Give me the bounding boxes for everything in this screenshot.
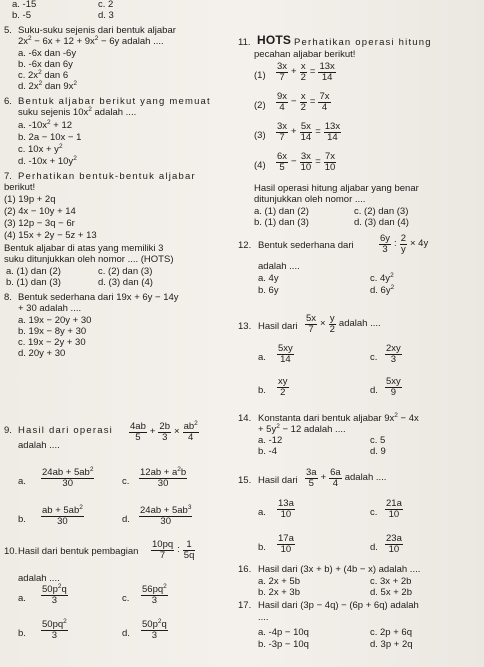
q5-d: d. $2x^2$ dan $9x^2$	[18, 80, 78, 92]
q14-b: b. -4	[258, 446, 278, 457]
numerator: 7x	[325, 151, 336, 162]
denominator: 30	[157, 477, 169, 489]
numerator: $50pq^2$	[42, 618, 67, 630]
q9-c: c.	[122, 476, 130, 487]
operator: ×	[320, 318, 326, 329]
q7-c: c. (2) dan (3)	[98, 266, 153, 277]
fraction	[300, 122, 313, 143]
q7-i1: (1) 19p + 2q	[4, 194, 56, 205]
q9-opt-c	[138, 468, 188, 489]
numerator: ab + $5ab^2$	[42, 504, 83, 516]
fraction	[277, 377, 289, 398]
q11-l2: pecahan aljabar berikut!	[254, 49, 356, 60]
operator: :	[177, 544, 180, 555]
denominator: 10	[388, 508, 400, 520]
numerator: 21a	[386, 498, 402, 509]
q11-c: c. (2) dan (3)	[354, 206, 409, 217]
q11-f2	[275, 92, 332, 113]
numerator: 7x	[319, 91, 330, 102]
q11-hots: HOTS	[257, 33, 292, 47]
q5-c: c. $2x^2$ dan 6	[18, 69, 69, 81]
q8-c: c. 19x − 2y + 30	[18, 337, 86, 348]
q14-a: a. -12	[258, 435, 283, 446]
fraction	[276, 122, 288, 143]
q11-l4: ditunjukkan oleh nomor ....	[254, 194, 366, 205]
q14-num: 14.	[238, 413, 252, 424]
denominator: 3	[151, 594, 158, 606]
fraction	[324, 152, 337, 173]
fraction	[41, 620, 68, 641]
numerator: 2b	[159, 421, 170, 432]
numerator: x	[300, 91, 306, 102]
numerator: 6y	[380, 233, 391, 244]
denominator: 5	[135, 431, 141, 443]
operator: =	[315, 156, 321, 167]
q16-c: c. 3x + 2b	[370, 576, 412, 587]
fraction	[276, 92, 288, 113]
q5-l1: Suku-suku sejenis dari bentuk aljabar	[18, 25, 176, 36]
numerator: 5xy	[278, 343, 293, 354]
numerator: 23a	[386, 533, 402, 544]
q14-l2: + $5y^2 - 12$ adalah ....	[258, 423, 346, 435]
q6-d: d. $-10x + 10y^2$	[18, 155, 77, 167]
operator: =	[309, 66, 316, 77]
q16-a: a. 2x + 5b	[258, 576, 300, 587]
q9-expr	[128, 422, 200, 443]
q8-l1: Bentuk sederhana dari 19x + 6y − 14y	[18, 292, 179, 303]
q15-num: 15.	[238, 475, 252, 486]
denominator: 4	[188, 431, 194, 443]
q6-num: 6.	[4, 96, 12, 107]
q7-l3: Bentuk aljabar di atas yang memiliki 3	[4, 243, 164, 254]
denominator: 30	[160, 515, 171, 527]
q6-c: c. $10x + y^2$	[18, 143, 63, 155]
numerator: 3x	[300, 151, 311, 162]
q7-b: b. (1) dan (3)	[6, 277, 61, 288]
denominator: 14	[300, 131, 312, 143]
q11-f3	[275, 122, 342, 143]
fraction	[139, 506, 192, 527]
denominator: 10	[388, 543, 400, 555]
numerator: $50p^2q$	[42, 583, 67, 595]
q10-opt-a	[40, 585, 69, 606]
denominator: 5	[279, 161, 285, 173]
q7-i2: (2) 4x − 10y + 14	[4, 206, 76, 217]
fraction	[324, 122, 341, 143]
numerator: x	[300, 61, 306, 72]
operator: −	[291, 96, 297, 107]
q7-l4: suku ditunjukkan oleh nomor .... (HOTS)	[4, 254, 174, 265]
operator: adalah ....	[344, 472, 387, 483]
denominator: 3	[51, 629, 58, 641]
q5-l2: $2x^2 - 6x + 12 + 9x^2 - 6y$ adalah ....	[18, 35, 164, 47]
numerator: 10pq	[152, 539, 174, 550]
q6-l2: suku sejenis $10x^2$ adalah ....	[18, 106, 137, 118]
numerator: 9x	[277, 91, 288, 102]
numerator: $ab^2$	[183, 420, 198, 432]
denominator: 10	[324, 161, 336, 173]
q9-opt-a	[40, 468, 95, 489]
q10-opt-d	[140, 620, 169, 641]
q10-opt-b	[40, 620, 69, 641]
fraction	[305, 468, 318, 489]
q17-a: a. -4p − 10q	[258, 627, 309, 638]
fraction	[276, 152, 288, 173]
q12-expr	[378, 234, 430, 255]
fraction	[277, 344, 294, 365]
fraction	[277, 499, 295, 520]
q7-d: d. (3) dan (4)	[98, 277, 153, 288]
operator: × 4y	[409, 238, 429, 249]
q11-l1: Perhatikan operasi hitung	[294, 37, 432, 48]
fraction	[329, 314, 336, 335]
q14-l1: Konstanta dari bentuk aljabar $9x^2 - 4x$	[258, 412, 419, 424]
q17-b: b. -3p − 10q	[258, 639, 309, 650]
q15-opt-c	[384, 499, 404, 520]
q9-a: a.	[18, 476, 26, 487]
q10-a: a.	[18, 593, 26, 604]
numerator: 3x	[277, 61, 288, 72]
denominator: 2	[280, 386, 286, 398]
numerator: 3a	[306, 467, 317, 478]
operator: :	[394, 238, 397, 249]
q8-l2: + 30 adalah ....	[18, 303, 82, 314]
q13-b: b.	[258, 385, 266, 396]
numerator: $24ab + 5ab^2$	[42, 466, 94, 478]
operator: +	[320, 472, 327, 483]
q17-l1: Hasil dari (3p − 4q) − (6p + 6q) adalah	[258, 600, 419, 611]
numerator: 13x	[319, 61, 335, 72]
q8-a: a. 19x − 20y + 30	[18, 315, 92, 326]
q11-num: 11.	[238, 37, 251, 48]
q9-l2: adalah ....	[18, 440, 60, 451]
fraction	[41, 585, 68, 606]
fraction	[141, 620, 168, 641]
q4-d: d. 3	[98, 10, 114, 21]
q5-num: 5.	[4, 25, 12, 36]
q15-expr	[304, 468, 388, 489]
q12-b: b. 6y	[258, 285, 279, 296]
denominator: 30	[57, 515, 68, 527]
denominator: 2	[329, 323, 335, 335]
q12-num: 12.	[238, 240, 252, 251]
numerator: $24ab + 5ab^3$	[140, 504, 192, 516]
q17-num: 17.	[238, 600, 252, 611]
q15-c: c.	[370, 507, 378, 518]
q15-a: a.	[258, 507, 266, 518]
denominator: 14	[280, 353, 291, 365]
q4-b: b. -5	[12, 10, 32, 21]
q13-opt-b	[276, 377, 290, 398]
q11-f4	[275, 152, 337, 173]
denominator: 7	[279, 131, 285, 143]
q8-d: d. 20y + 30	[18, 348, 66, 359]
fraction	[300, 92, 307, 113]
q8-b: b. 19x − 8y + 30	[18, 326, 87, 337]
fraction	[139, 468, 187, 489]
q4-c: c. 2	[98, 0, 114, 10]
denominator: 10	[280, 543, 292, 555]
q7-l1: Perhatikan bentuk-bentuk aljabar	[18, 171, 196, 182]
denominator: 3	[390, 353, 397, 365]
q13-opt-c	[384, 344, 403, 365]
q15-b: b.	[258, 542, 266, 553]
q9-l1: Hasil dari operasi	[18, 425, 113, 436]
fraction	[379, 234, 391, 255]
q9-opt-b	[40, 506, 85, 527]
numerator: 4ab	[130, 421, 146, 432]
denominator: 10	[300, 161, 312, 173]
numerator: 1	[183, 540, 196, 551]
numerator: 3x	[277, 121, 288, 132]
q10-l2: adalah ....	[18, 573, 60, 584]
q16-l1: Hasil dari (3x + b) + (4b − x) adalah ....	[258, 564, 421, 575]
denominator: 14	[327, 131, 338, 143]
numerator: y	[329, 313, 335, 324]
fraction	[41, 506, 84, 527]
denominator: y	[400, 243, 406, 255]
q13-a: a.	[258, 352, 266, 363]
q13-c: c.	[370, 352, 378, 363]
q17-l2: ....	[258, 612, 269, 623]
fraction	[129, 422, 147, 443]
q15-d: d.	[370, 542, 378, 553]
q16-b: b. 2x + 3b	[258, 587, 300, 598]
q17-d: d. 3p + 2q	[370, 639, 413, 650]
q9-opt-d	[138, 506, 193, 527]
q11-i3: (3)	[254, 130, 266, 141]
q5-b: b. -6x dan 6y	[18, 59, 73, 70]
q16-d: d. 5x + 2b	[370, 587, 412, 598]
operator: adalah ....	[338, 318, 381, 329]
fraction	[385, 499, 403, 520]
q13-d: d.	[370, 385, 378, 396]
q12-l2: adalah ....	[258, 261, 300, 272]
q11-i2: (2)	[254, 100, 266, 111]
operator: +	[291, 66, 297, 77]
q9-b: b.	[18, 514, 26, 525]
q14-c: c. 5	[370, 435, 386, 446]
q10-l1: Hasil dari bentuk pembagian	[18, 546, 139, 557]
q17-c: c. 2p + 6q	[370, 627, 412, 638]
q5-a: a. -6x dan -6y	[18, 48, 77, 59]
q10-num: 10.	[4, 546, 18, 557]
q11-i1: (1)	[254, 70, 266, 81]
denominator: 10	[280, 508, 292, 520]
q10-c: c.	[122, 593, 130, 604]
q7-l2: berikut!	[4, 182, 36, 193]
q11-i4: (4)	[254, 160, 266, 171]
numerator: 5xy	[386, 376, 401, 387]
denominator: 3	[51, 594, 58, 606]
fraction	[385, 377, 402, 398]
fraction	[277, 534, 295, 555]
fraction	[158, 422, 171, 443]
numerator: 6a	[330, 467, 341, 478]
fraction	[400, 234, 407, 255]
denominator: 5q	[183, 549, 195, 561]
denominator: 5	[308, 477, 314, 489]
q12-a: a. 4y	[258, 273, 279, 284]
fraction	[41, 468, 94, 489]
q15-opt-a	[276, 499, 296, 520]
denominator: 7	[308, 323, 314, 335]
fraction	[141, 585, 168, 606]
fraction	[385, 344, 402, 365]
q10-b: b.	[18, 628, 26, 639]
numerator: $56pq^2$	[142, 583, 167, 595]
operator: ×	[174, 426, 180, 437]
q16-num: 16.	[238, 564, 252, 575]
q15-opt-b	[276, 534, 296, 555]
fraction	[300, 152, 313, 173]
denominator: 7	[279, 71, 285, 83]
numerator: 13a	[278, 498, 294, 509]
q10-opt-c	[140, 585, 169, 606]
numerator: $50p^2q$	[142, 618, 167, 630]
operator: =	[309, 96, 316, 107]
q10-expr	[150, 540, 196, 561]
denominator: 3	[151, 629, 158, 641]
denominator: 7	[159, 549, 166, 561]
q11-a: a. (1) dan (2)	[254, 206, 309, 217]
q7-a: a. (1) dan (2)	[6, 266, 61, 277]
denominator: 4	[332, 477, 339, 489]
q7-i4: (4) 15x + 2y − 5z + 13	[4, 230, 97, 241]
numerator: 5x	[306, 313, 317, 324]
q13-l1: Hasil dari	[258, 321, 298, 332]
q11-b: b. (1) dan (3)	[254, 217, 309, 228]
numerator: $12ab + a^2b$	[140, 466, 187, 478]
q14-d: d. 9	[370, 446, 386, 457]
numerator: 2	[400, 233, 406, 244]
numerator: 2xy	[386, 343, 401, 354]
q13-opt-a	[276, 344, 295, 365]
fraction	[183, 422, 199, 443]
numerator: 6x	[277, 151, 288, 162]
q10-d: d.	[122, 628, 130, 639]
q15-l1: Hasil dari	[258, 475, 298, 486]
q6-l1: Bentuk aljabar berikut yang memuat	[18, 96, 211, 107]
denominator: 4	[321, 101, 328, 113]
q9-d: d.	[122, 514, 130, 525]
operator: +	[291, 126, 297, 137]
denominator: 30	[62, 477, 73, 489]
operator: −	[291, 156, 297, 167]
fraction	[318, 62, 335, 83]
q13-opt-d	[384, 377, 403, 398]
q12-d: d. $6y^2$	[370, 284, 395, 296]
q13-num: 13.	[238, 321, 252, 332]
fraction	[385, 534, 403, 555]
q8-num: 8.	[4, 292, 12, 303]
q15-opt-d	[384, 534, 404, 555]
q7-num: 7.	[4, 171, 12, 182]
q11-d: d. (3) dan (4)	[354, 217, 409, 228]
fraction	[183, 540, 196, 561]
operator: =	[315, 126, 321, 137]
denominator: 2	[300, 101, 306, 113]
denominator: 9	[390, 386, 397, 398]
q7-i3: (3) 12p − 3q − 6r	[4, 218, 75, 229]
q11-f1	[275, 62, 337, 83]
denominator: 2	[300, 71, 306, 83]
fraction	[300, 62, 307, 83]
q12-l1: Bentuk sederhana dari	[258, 240, 354, 251]
numerator: 5x	[300, 121, 311, 132]
q6-a: a. $-10x^2 + 12$	[18, 119, 73, 131]
denominator: 3	[382, 243, 388, 255]
numerator: 13x	[324, 121, 341, 132]
fraction	[276, 62, 288, 83]
q6-b: b. 2a − 10x − 1	[18, 132, 82, 143]
operator: +	[149, 426, 156, 437]
fraction	[318, 92, 330, 113]
q9-num: 9.	[4, 425, 12, 436]
q13-expr	[304, 314, 383, 335]
numerator: 17a	[278, 533, 294, 544]
q12-c: c. $4y^2$	[370, 272, 394, 284]
fraction	[151, 540, 174, 561]
denominator: 14	[321, 71, 333, 83]
fraction	[329, 468, 342, 489]
fraction	[305, 314, 317, 335]
numerator: xy	[278, 376, 288, 387]
q4-a: a. -15	[12, 0, 37, 10]
q11-l3: Hasil operasi hitung aljabar yang benar	[254, 183, 419, 194]
denominator: 3	[162, 431, 168, 443]
denominator: 4	[279, 101, 285, 113]
